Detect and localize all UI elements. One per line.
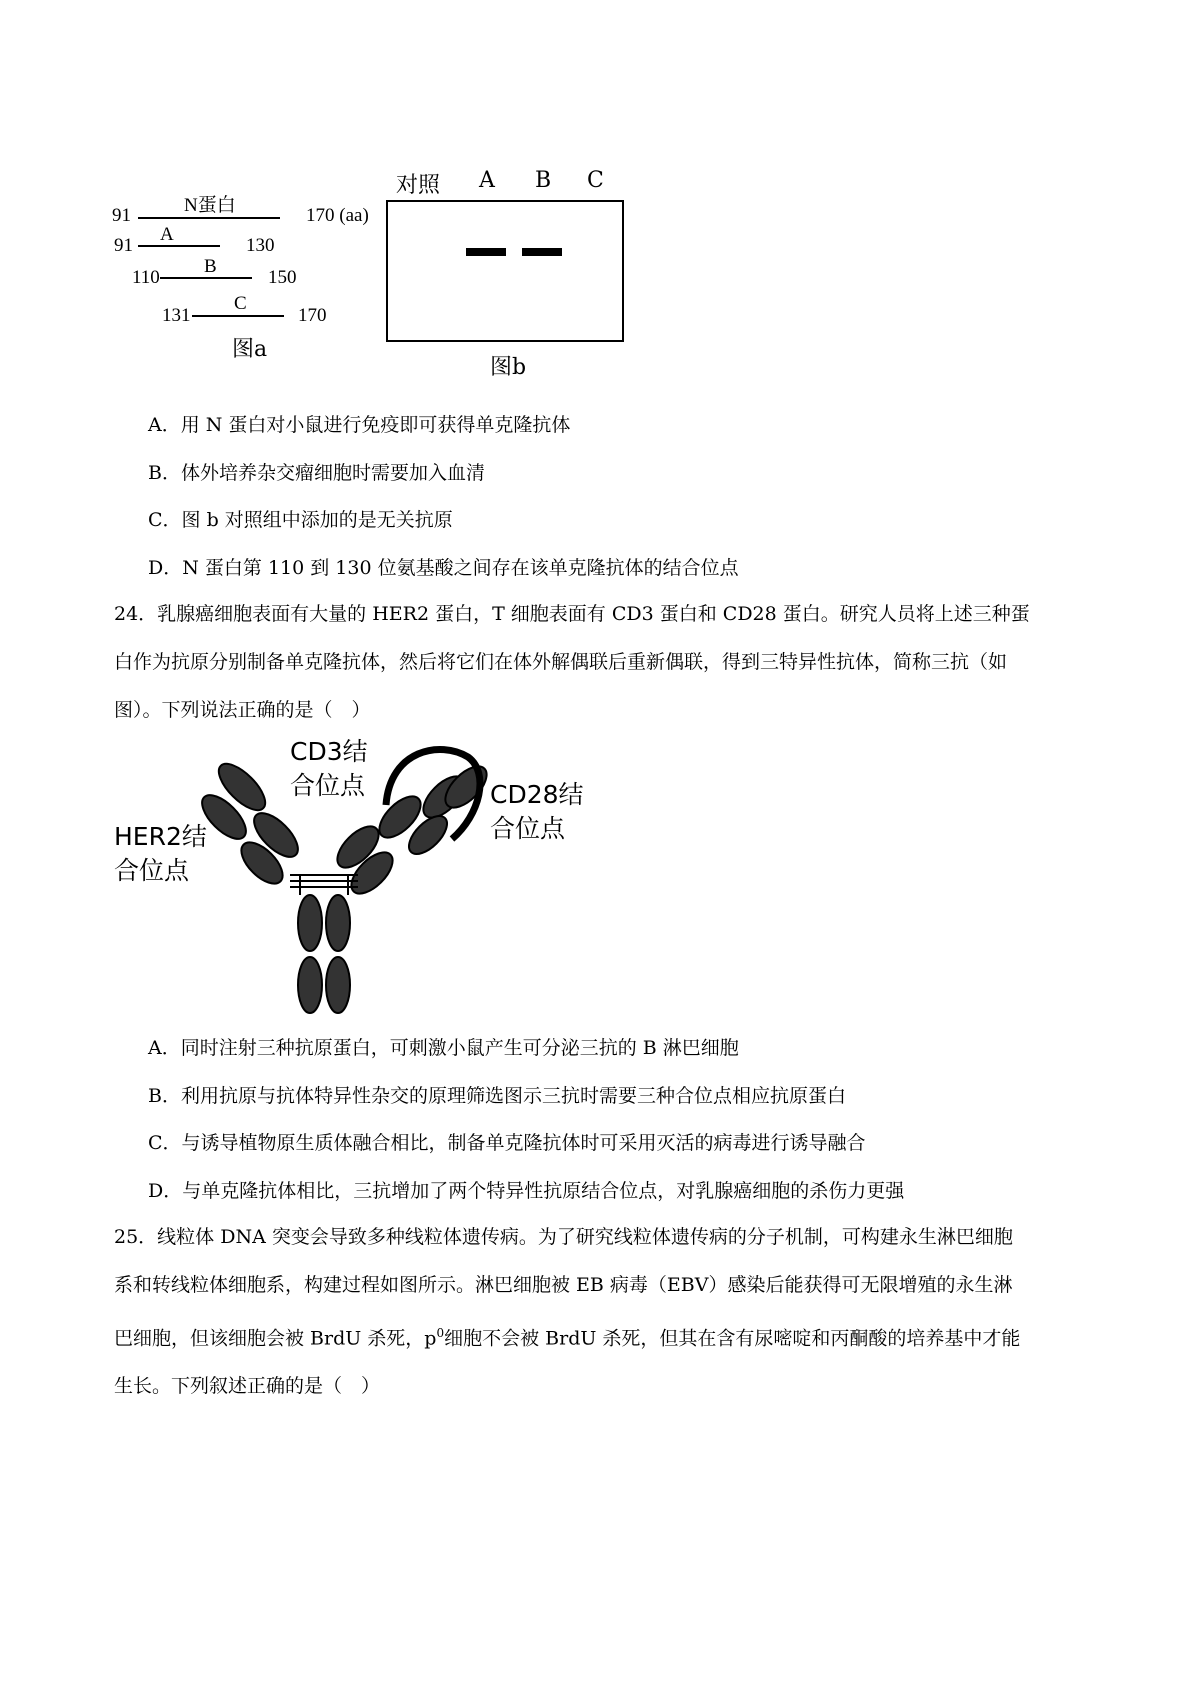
band-lane-a — [466, 248, 506, 256]
segment-a-start: 91 — [114, 235, 133, 256]
segment-c-label: C — [234, 293, 247, 314]
q25-stem-line-2: 系和转线粒体细胞系，构建过程如图所示。淋巴细胞被 EB 病毒（EBV）感染后能获得可无限增殖的永生淋 — [114, 1274, 1013, 1296]
n-protein-label: N蛋白 — [184, 195, 236, 216]
segment-b-start: 110 — [132, 267, 160, 288]
n-protein-end: 170 (aa) — [306, 205, 369, 226]
gel-box — [386, 200, 624, 342]
q23-option-b: B．体外培养杂交瘤细胞时需要加入血清 — [148, 462, 485, 484]
cd3-binding-site-label: CD3结 合位点 — [290, 737, 368, 800]
segment-b-label: B — [204, 256, 217, 277]
segment-c-end: 170 — [298, 305, 327, 326]
figure-a-caption: 图a — [232, 337, 268, 362]
q24-stem-line-1: 24．乳腺癌细胞表面有大量的 HER2 蛋白，T 细胞表面有 CD3 蛋白和 CD28 蛋白。研究人员将上述三种蛋 — [114, 603, 1030, 625]
segment-a-label: A — [160, 224, 174, 245]
figure-b-caption: 图b — [490, 355, 527, 380]
q24-stem — [114, 590, 1100, 734]
segment-b-end: 150 — [268, 267, 297, 288]
segment-a-end: 130 — [246, 235, 275, 256]
q24-option-a: A．同时注射三种抗原蛋白，可刺激小鼠产生可分泌三抗的 B 淋巴细胞 — [148, 1037, 739, 1059]
q24-stem-line-2: 白作为抗原分别制备单克隆抗体，然后将它们在体外解偶联后重新偶联，得到三特异性抗体，简称三抗（如 — [114, 651, 1008, 673]
cd28-binding-site-label: CD28结 合位点 — [490, 780, 584, 843]
q24-option-b: B．利用抗原与抗体特异性杂交的原理筛选图示三抗时需要三种合位点相应抗原蛋白 — [148, 1085, 846, 1107]
lane-label-a: A — [479, 168, 495, 193]
q25-stem-line-1: 25．线粒体 DNA 突变会导致多种线粒体遗传病。为了研究线粒体遗传病的分子机制，可构建永生淋巴细胞 — [114, 1226, 1013, 1248]
q25-stem-line-4: 生长。下列叙述正确的是（ ） — [114, 1375, 381, 1398]
lane-label-b: B — [535, 168, 552, 193]
segment-c-start: 131 — [162, 305, 191, 326]
q24-option-d: D．与单克隆抗体相比，三抗增加了两个特异性抗原结合位点，对乳腺癌细胞的杀伤力更强 — [148, 1180, 905, 1202]
q23-option-a: A．用 N 蛋白对小鼠进行免疫即可获得单克隆抗体 — [148, 414, 571, 436]
band-lane-b — [522, 248, 562, 256]
q24-stem-line-3: 图）。下列说法正确的是（ ） — [114, 699, 371, 721]
her2-binding-site-label: HER2结 合位点 — [114, 822, 207, 885]
q23-option-c: C．图 b 对照组中添加的是无关抗原 — [148, 509, 453, 531]
lane-label-control: 对照 — [396, 173, 441, 198]
n-protein-start: 91 — [112, 205, 131, 226]
q25-stem-line-3: 巴细胞，但该细胞会被 BrdU 杀死，$p^0$细胞不会被 BrdU 杀死，但其在含有尿嘧啶和丙酮酸的培养基中才能 — [114, 1326, 1021, 1350]
q23-option-d: D．N 蛋白第 110 到 130 位氨基酸之间存在该单克隆抗体的结合位点 — [148, 557, 739, 579]
q24-option-c: C．与诱导植物原生质体融合相比，制备单克隆抗体时可采用灭活的病毒进行诱导融合 — [148, 1132, 866, 1154]
q25-stem — [114, 1213, 1100, 1410]
lane-label-c: C — [587, 168, 604, 193]
